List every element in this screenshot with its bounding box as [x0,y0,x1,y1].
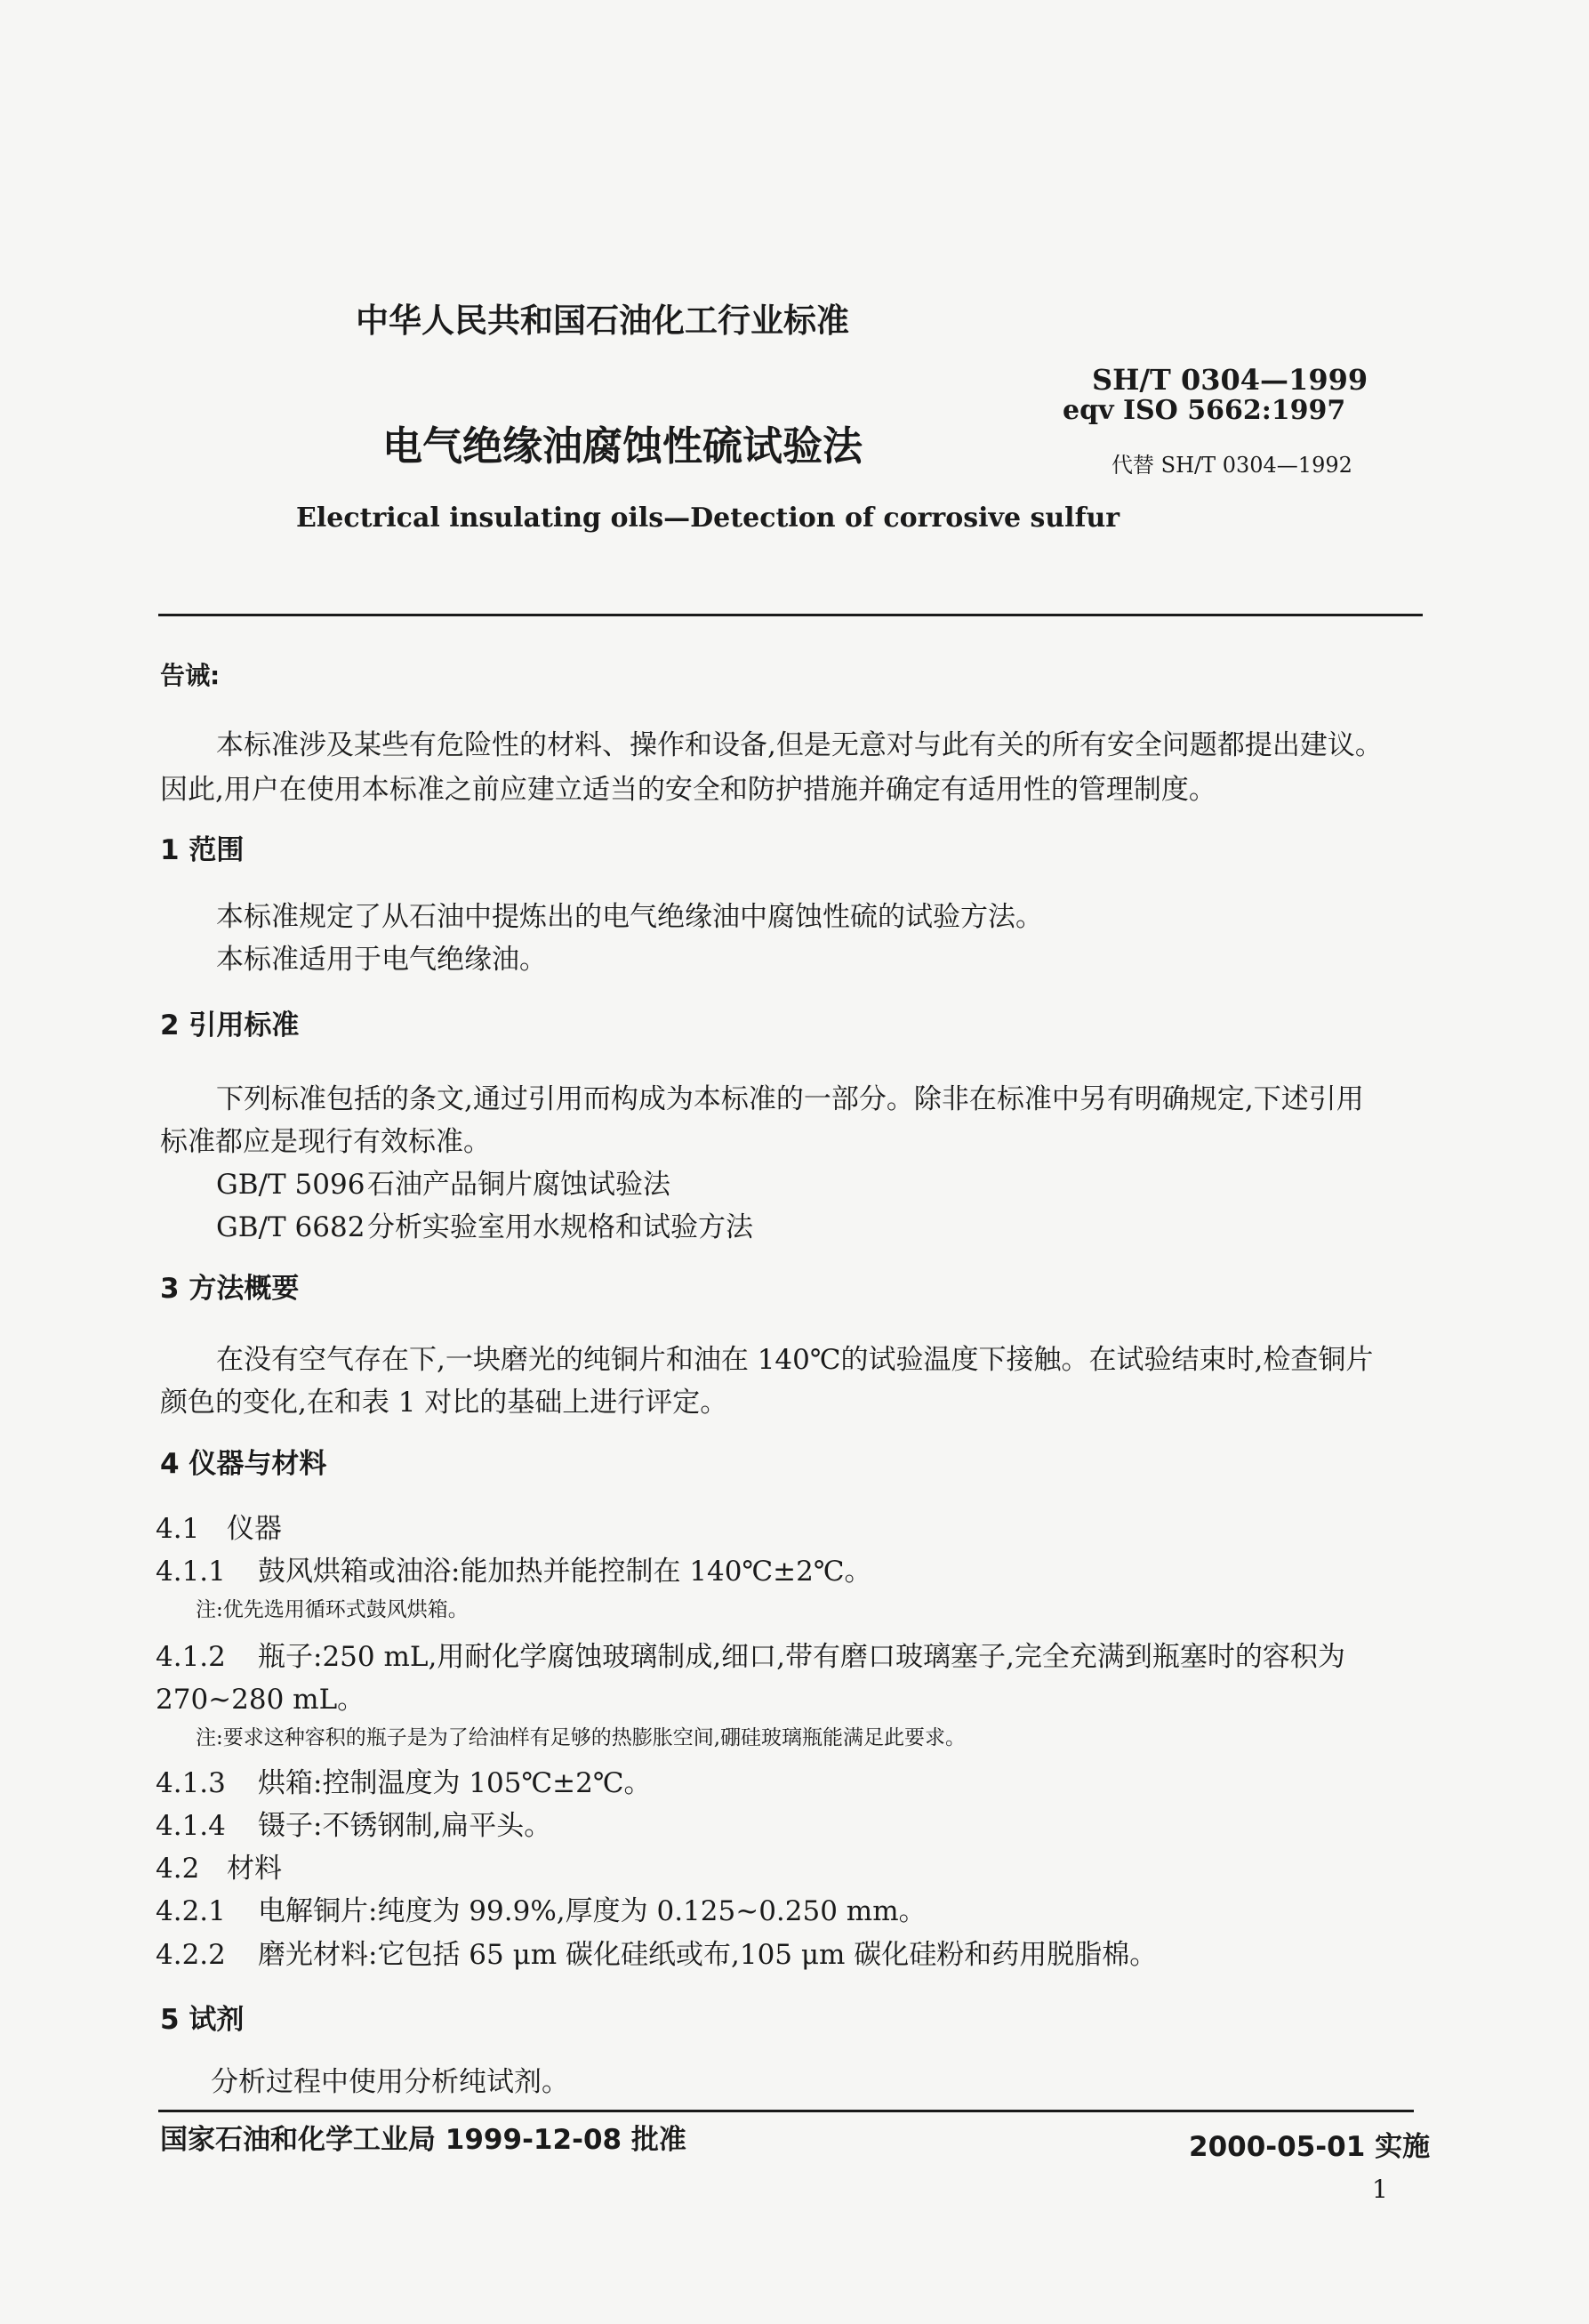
section-3-heading: 3 方法概要 [160,1273,300,1305]
section-2-line-2: 标准都应是现行有效标准。 [160,1126,491,1158]
cn-title: 电气绝缘油腐蚀性硫试验法 [382,422,863,470]
clause-text: 鼓风烘箱或油浴:能加热并能控制在 140℃±2℃。 [258,1556,872,1588]
section-2-line-1: 下列标准包括的条文,通过引用而构成为本标准的一部分。除非在标准中另有明确规定,下述引用 [216,1083,1364,1115]
section-3-line-1: 在没有空气存在下,一块磨光的纯铜片和油在 140℃的试验温度下接触。在试验结束时,检查铜片 [216,1344,1374,1376]
section-3-line-2: 颜色的变化,在和表 1 对比的基础上进行评定。 [160,1387,728,1419]
clause-4-1 [156,1506,282,1546]
clause-text: 镊子:不锈钢制,扁平头。 [258,1810,552,1842]
clause-number: 4.1.3 [156,1767,226,1799]
en-title: Electrical insulating oils—Detection of corrosive sulfur [296,503,1120,534]
section-1-para-1: 本标准规定了从石油中提炼出的电气绝缘油中腐蚀性硫的试验方法。 [216,901,1043,933]
section-1-para-2: 本标准适用于电气绝缘油。 [216,944,547,976]
reference-item [216,1162,670,1202]
clause-title: 仪器 [227,1513,282,1545]
effective-date: 2000-05-01 实施 [1189,2131,1431,2163]
clause-number: 4.1.2 [156,1641,226,1673]
clause-number: 4.2 [156,1853,200,1885]
section-5-para: 分析过程中使用分析纯试剂。 [211,2066,569,2098]
reference-item [216,1204,753,1244]
clause-number: 4.2.1 [156,1895,226,1927]
clause-number: 4.1 [156,1513,200,1545]
clause-text: 电解铜片:纯度为 99.9%,厚度为 0.125~0.250 mm。 [258,1895,927,1927]
clause-4-1-2-continued: 270~280 mL。 [156,1684,365,1716]
iso-equivalence: eqv ISO 5662:1997 [1063,395,1346,426]
clause-4-1-2 [156,1634,1345,1674]
section-2-heading: 2 引用标准 [160,1009,300,1041]
approval-line: 国家石油和化学工业局 1999-12-08 批准 [160,2124,686,2156]
standard-number: SH/T 0304—1999 [1092,363,1368,397]
clause-4-1-3 [156,1760,652,1800]
reference-code: GB/T 5096 [216,1169,365,1201]
section-5-heading: 5 试剂 [160,2004,245,2036]
clause-number: 4.1.1 [156,1556,226,1588]
clause-number: 4.2.2 [156,1939,226,1971]
clause-number: 4.1.4 [156,1810,226,1842]
clause-text: 磨光材料:它包括 65 μm 碳化硅纸或布,105 μm 碳化硅粉和药用脱脂棉。 [258,1939,1158,1971]
replaces-standard: 代替 SH/T 0304—1992 [1111,453,1352,478]
organization-title: 中华人民共和国石油化工行业标准 [356,302,849,340]
header-divider [158,614,1423,616]
clause-text: 烘箱:控制温度为 105℃±2℃。 [258,1767,652,1799]
note-2: 注:要求这种容积的瓶子是为了给油样有足够的热膨胀空间,硼硅玻璃瓶能满足此要求。 [196,1726,967,1749]
warning-line-1: 本标准涉及某些有危险性的材料、操作和设备,但是无意对与此有关的所有安全问题都提出建议。 [216,729,1383,761]
reference-title: 分析实验室用水规格和试验方法 [367,1211,753,1243]
section-4-heading: 4 仪器与材料 [160,1448,327,1480]
clause-4-1-4 [156,1803,551,1843]
section-1-heading: 1 范围 [160,834,245,866]
clause-title: 材料 [227,1853,282,1885]
footer-divider [158,2110,1414,2112]
warning-line-2: 因此,用户在使用本标准之前应建立适当的安全和防护措施并确定有适用性的管理制度。 [160,774,1216,806]
note-1: 注:优先选用循环式鼓风烘箱。 [196,1598,469,1621]
clause-4-2-1 [156,1888,927,1928]
clause-text: 瓶子:250 mL,用耐化学腐蚀玻璃制成,细口,带有磨口玻璃塞子,完全充满到瓶塞时的容积为 [258,1641,1345,1673]
reference-title: 石油产品铜片腐蚀试验法 [367,1169,670,1201]
clause-4-2-2 [156,1932,1157,1972]
page-number: 1 [1372,2175,1388,2204]
warning-label: 告诫: [160,661,221,690]
clause-4-2 [156,1846,282,1886]
clause-4-1-1 [156,1548,872,1588]
reference-code: GB/T 6682 [216,1211,365,1243]
